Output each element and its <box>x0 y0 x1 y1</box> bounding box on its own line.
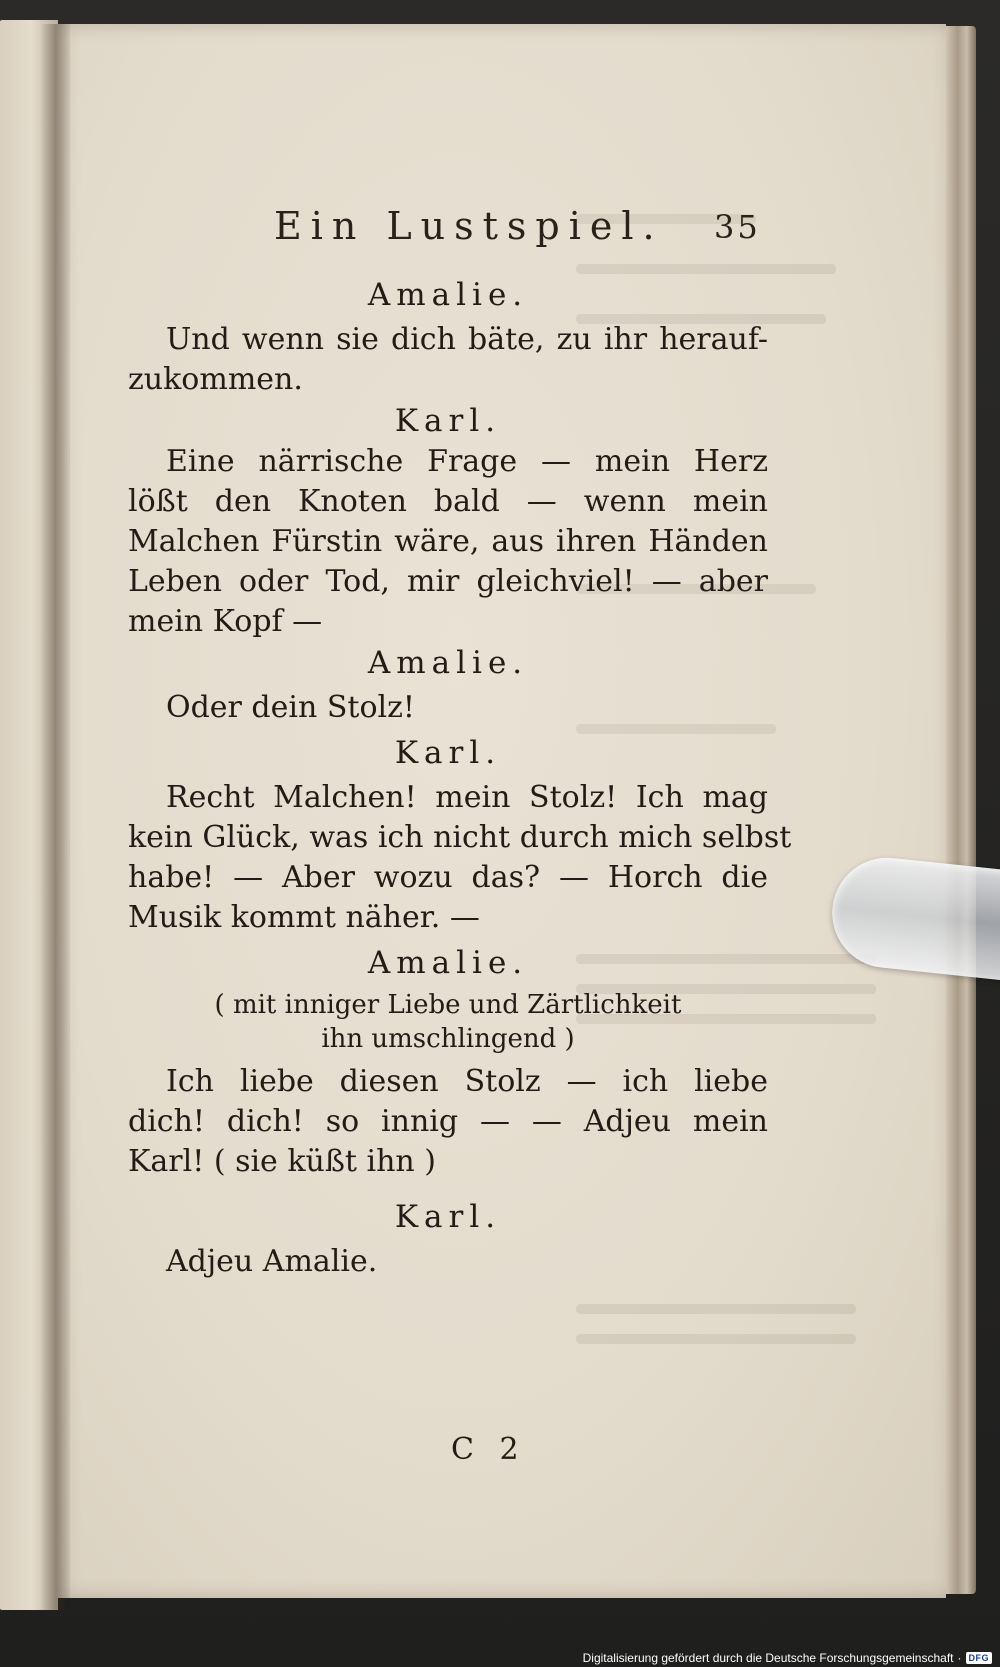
dfg-logo: DFG <box>966 1652 993 1664</box>
stage-direction-line: ( mit inniger Liebe und Zärtlichkeit <box>214 990 682 1020</box>
speaker-amalie: Amalie. <box>367 945 529 981</box>
text-line: Und wenn sie dich bäte, zu ihr herauf- <box>166 322 768 357</box>
text-line: Oder dein Stolz! <box>166 690 415 725</box>
text-line: Adjeu Amalie. <box>166 1244 378 1279</box>
speaker-amalie: Amalie. <box>367 645 529 681</box>
speaker-karl: Karl. <box>394 403 502 439</box>
play-text <box>128 274 792 1282</box>
credit-text: Digitalisierung gefördert durch die Deutsche Forschungsgemeinschaft <box>582 1651 954 1665</box>
text-line: kein Glück, was ich nicht durch mich selbst <box>128 820 792 855</box>
speaker-karl: Karl. <box>394 735 502 771</box>
text-line: Malchen Fürstin wäre, aus ihren Händen <box>128 524 768 559</box>
running-header <box>56 204 946 264</box>
text-line: Leben oder Tod, mir gleichviel! — aber <box>128 564 768 599</box>
running-title: Ein Lustspiel. <box>274 204 664 248</box>
book-page <box>56 24 946 1598</box>
text-line: Musik kommt näher. — <box>128 900 480 935</box>
speaker-karl: Karl. <box>394 1199 502 1235</box>
signature-mark: C 2 <box>451 1432 527 1467</box>
text-line: habe! — Aber wozu das? — Horch die <box>128 860 768 895</box>
text-line: dich! dich! so innig — — Adjeu mein <box>128 1104 768 1139</box>
stage-direction-line: ihn umschlingend ) <box>321 1024 575 1054</box>
text-line: mein Kopf — <box>128 604 323 639</box>
stage-direction <box>128 988 768 1056</box>
speaker-amalie: Amalie. <box>367 277 529 313</box>
digitization-credit: Digitalisierung gefördert durch die Deutsche Forschungsgemeinschaft · DFG <box>583 1651 992 1665</box>
text-line: Recht Malchen! mein Stolz! Ich mag <box>166 780 768 815</box>
page-number: 35 <box>714 208 761 246</box>
text-line: Karl! ( sie küßt ihn ) <box>128 1144 436 1179</box>
text-line: lößt den Knoten bald — wenn mein <box>128 484 768 519</box>
text-line: zukommen. <box>128 362 303 397</box>
book-gutter <box>40 24 70 1610</box>
text-line: Ich liebe diesen Stolz — ich liebe <box>166 1064 768 1099</box>
text-line: Eine närrische Frage — mein Herz <box>166 444 768 479</box>
